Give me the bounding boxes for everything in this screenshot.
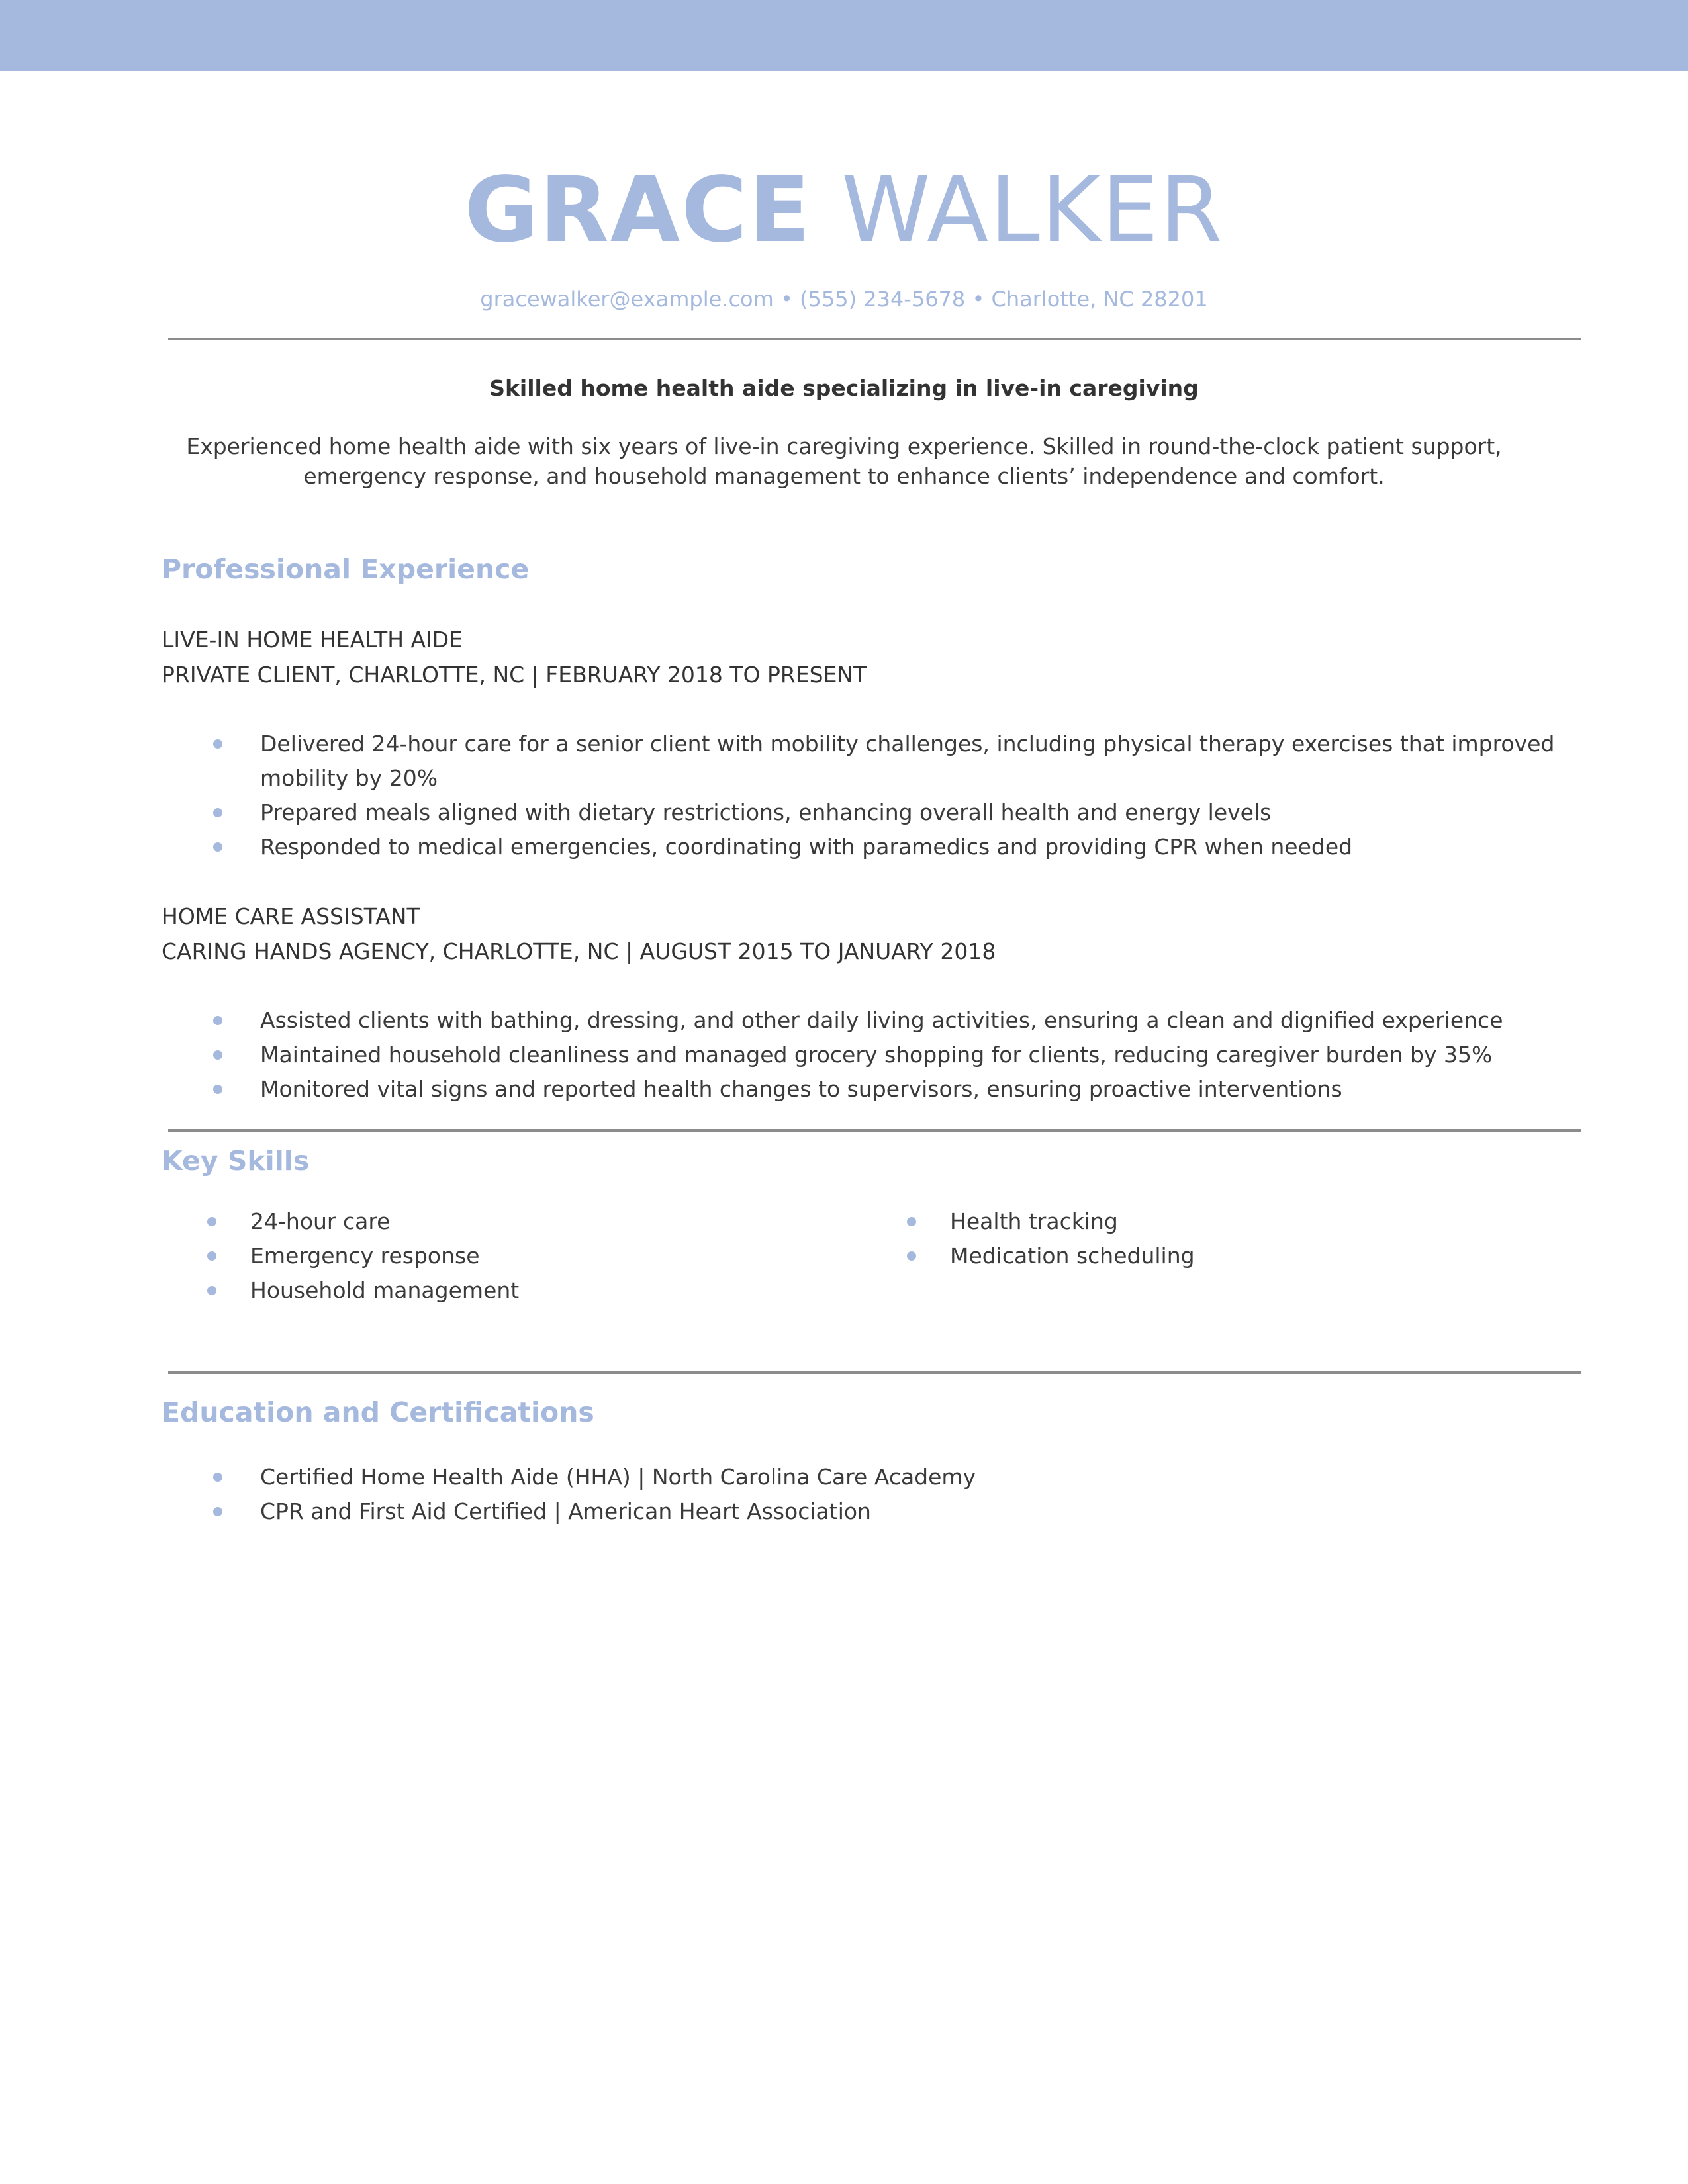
bullet-dot-icon: [213, 1507, 222, 1516]
bullet-text: Responded to medical emergencies, coordinating with paramedics and providing CPR when needed: [260, 834, 1353, 860]
list-item: [207, 1205, 803, 1239]
list-item: [907, 1239, 1503, 1273]
summary: Experienced home health aide with six years of live-in caregiving experience. Skilled in round-the-clock patient support, emergency response, and household management to enhance clients’ independence and comfort.: [186, 433, 1502, 489]
skill-text: Emergency response: [250, 1243, 480, 1269]
list-item: [207, 1273, 803, 1308]
contact-line: gracewalker@example.com • (555) 234-5678 • Charlotte, NC 28201: [480, 287, 1208, 312]
bullet-dot-icon: [213, 1016, 222, 1025]
divider-header: [168, 338, 1581, 340]
divider-education: [168, 1371, 1581, 1374]
bullet-dot-icon: [213, 1050, 222, 1060]
bullet-dot-icon: [207, 1217, 216, 1226]
bullet-text: Prepared meals aligned with dietary restrictions, enhancing overall health and energy levels: [260, 799, 1272, 825]
bullet-dot-icon: [213, 1473, 222, 1482]
bullet-dot-icon: [213, 739, 222, 749]
header-band: [0, 0, 1688, 71]
skills-right-column: [907, 1205, 1503, 1273]
bullet-dot-icon: [907, 1251, 916, 1261]
list-item: [213, 1494, 1537, 1529]
bullet-dot-icon: [213, 842, 222, 852]
first-name: GRACE: [464, 158, 812, 263]
list-item: [907, 1205, 1503, 1239]
divider-skills: [168, 1129, 1581, 1132]
job-bullets: [213, 1003, 1590, 1107]
skill-text: Household management: [250, 1277, 520, 1303]
bullet-dot-icon: [207, 1286, 216, 1295]
job-title: LIVE-IN HOME HEALTH AIDE: [162, 627, 463, 653]
list-item: [213, 1460, 1537, 1494]
list-item: [213, 1072, 1590, 1107]
bullet-dot-icon: [907, 1217, 916, 1226]
bullet-dot-icon: [213, 808, 222, 817]
headline: Skilled home health aide specializing in live-in caregiving: [489, 375, 1199, 401]
job-meta: CARING HANDS AGENCY, CHARLOTTE, NC | AUGUST 2015 TO JANUARY 2018: [162, 938, 996, 964]
education-text: CPR and First Aid Certified | American Heart Association: [260, 1498, 871, 1524]
education-text: Certified Home Health Aide (HHA) | North Carolina Care Academy: [260, 1464, 976, 1490]
candidate-name: [0, 158, 1688, 263]
bullet-text: Delivered 24-hour care for a senior client with mobility challenges, including physical therapy exercises that improved mobility by 20%: [260, 731, 1555, 791]
list-item: [213, 830, 1590, 864]
list-item: [213, 727, 1590, 796]
skill-text: 24-hour care: [250, 1208, 391, 1234]
list-item: [213, 1003, 1590, 1038]
list-item: [213, 796, 1590, 830]
job-meta: PRIVATE CLIENT, CHARLOTTE, NC | FEBRUARY 2018 TO PRESENT: [162, 662, 867, 688]
bullet-text: Assisted clients with bathing, dressing, and other daily living activities, ensuring a clean and dignified experience: [260, 1007, 1503, 1033]
last-name: WALKER: [841, 158, 1224, 263]
bullet-dot-icon: [207, 1251, 216, 1261]
section-title-education: Education and Certifications: [162, 1396, 594, 1428]
section-title-skills: Key Skills: [162, 1145, 310, 1177]
bullet-dot-icon: [213, 1085, 222, 1094]
skill-text: Medication scheduling: [950, 1243, 1195, 1269]
education-list: [213, 1460, 1537, 1529]
job-bullets: [213, 727, 1590, 864]
list-item: [207, 1239, 803, 1273]
bullet-text: Maintained household cleanliness and managed grocery shopping for clients, reducing caregiver burden by 35%: [260, 1042, 1493, 1068]
skills-left-column: [207, 1205, 803, 1308]
job-title: HOME CARE ASSISTANT: [162, 903, 420, 929]
skill-text: Health tracking: [950, 1208, 1118, 1234]
section-title-experience: Professional Experience: [162, 553, 530, 585]
list-item: [213, 1038, 1590, 1072]
bullet-text: Monitored vital signs and reported health changes to supervisors, ensuring proactive interventions: [260, 1076, 1342, 1102]
